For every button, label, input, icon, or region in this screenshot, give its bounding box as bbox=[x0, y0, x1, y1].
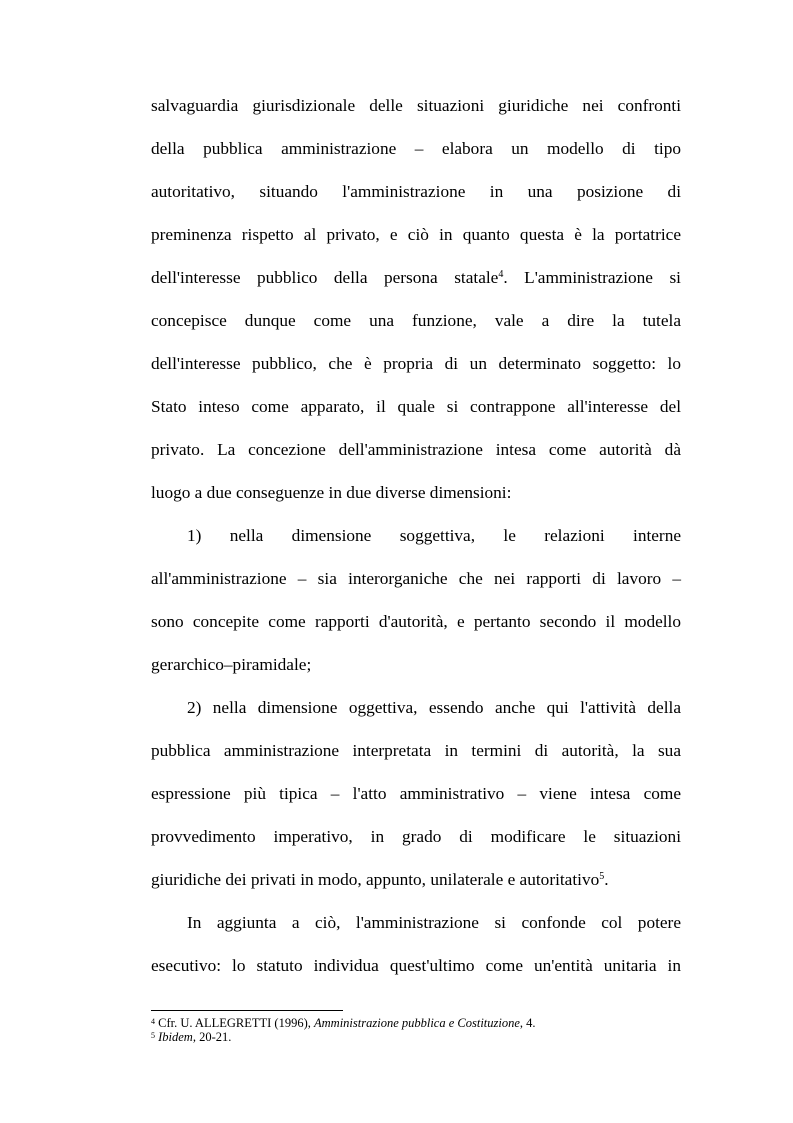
text-line: espressione più tipica – l'atto amministrativo – viene intesa come bbox=[151, 784, 681, 803]
text-line: privato. La concezione dell'amministrazione intesa come autorità dà bbox=[151, 440, 681, 459]
text-line: dell'interesse pubblico della persona statale$^4$. L'amministrazione si bbox=[151, 268, 681, 287]
text-line: autoritativo, situando l'amministrazione in una posizione di bbox=[151, 182, 681, 201]
text-line: Stato inteso come apparato, il quale si contrappone all'interesse del bbox=[151, 397, 681, 416]
text-line: luogo a due conseguenze in due diverse dimensioni: bbox=[151, 483, 512, 502]
footnote-5: $^5$ Ibidem, 20-21. bbox=[151, 1030, 232, 1044]
text-line: concepisce dunque come una funzione, vale a dire la tutela bbox=[151, 311, 681, 330]
text-line: all'amministrazione – sia interorganiche che nei rapporti di lavoro – bbox=[151, 569, 681, 588]
text-line: gerarchico–piramidale; bbox=[151, 655, 312, 674]
text-line: dell'interesse pubblico, che è propria di un determinato soggetto: lo bbox=[151, 354, 681, 373]
footnote-4: $^4$ Cfr. U. ALLEGRETTI (1996), Amministrazione pubblica e Costituzione, 4. bbox=[151, 1016, 536, 1030]
text-line: pubblica amministrazione interpretata in termini di autorità, la sua bbox=[151, 741, 681, 760]
text-line: provvedimento imperativo, in grado di modificare le situazioni bbox=[151, 827, 681, 846]
text-line: sono concepite come rapporti d'autorità, e pertanto secondo il modello bbox=[151, 612, 681, 631]
text-line: giuridiche dei privati in modo, appunto, unilaterale e autoritativo$^5$. bbox=[151, 870, 609, 889]
text-line: esecutivo: lo statuto individua quest'ultimo come un'entità unitaria in bbox=[151, 956, 681, 975]
footnote-separator bbox=[151, 1010, 343, 1011]
list-item-line: 2) nella dimensione oggettiva, essendo anche qui l'attività della bbox=[187, 698, 681, 717]
footnote-ref: 4 bbox=[498, 269, 504, 280]
text-line: salvaguardia giurisdizionale delle situazioni giuridiche nei confronti bbox=[151, 96, 681, 115]
text-line: della pubblica amministrazione – elabora un modello di tipo bbox=[151, 139, 681, 158]
text-line: preminenza rispetto al privato, e ciò in quanto questa è la portatrice bbox=[151, 225, 681, 244]
list-item-line: 1) nella dimensione soggettiva, le relazioni interne bbox=[187, 526, 681, 545]
paragraph-first-line: In aggiunta a ciò, l'amministrazione si confonde col potere bbox=[187, 913, 681, 932]
footnote-ref: 5 bbox=[599, 871, 605, 882]
